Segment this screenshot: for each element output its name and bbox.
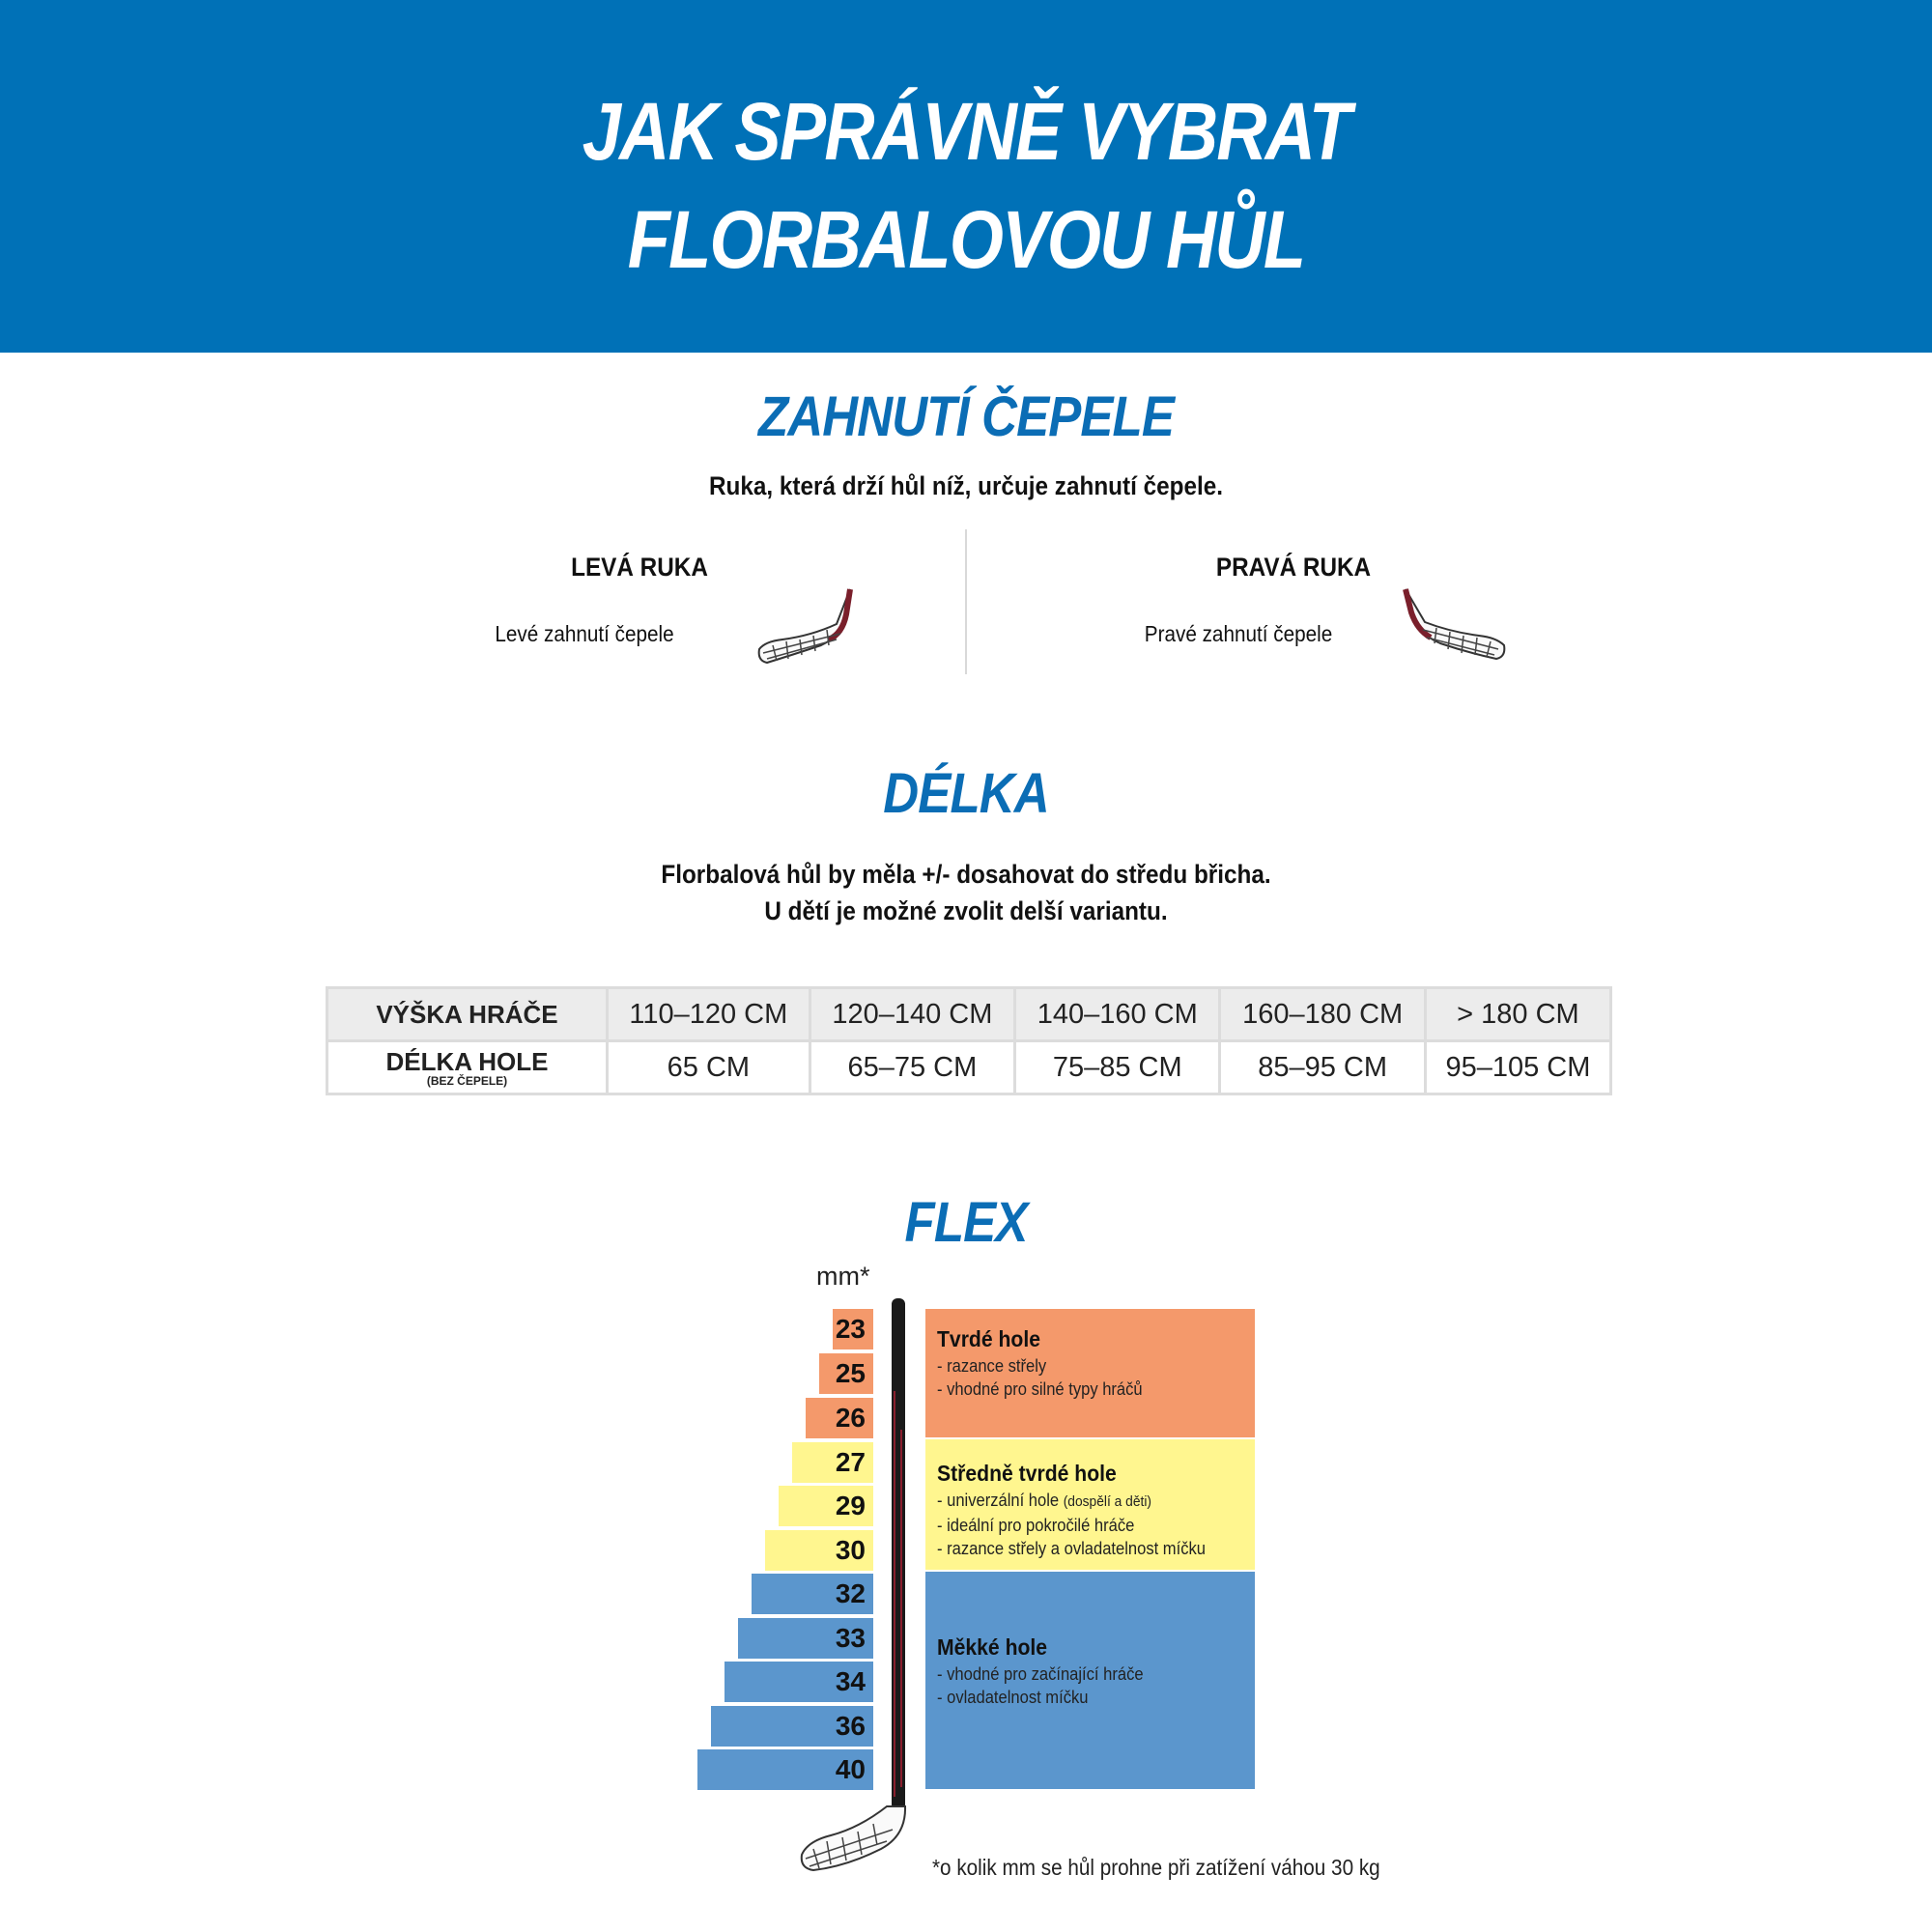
medium-sticks-line <box>937 1489 1219 1514</box>
length-cell: 65–75 CM <box>810 1041 1014 1094</box>
flex-step-25: 25 <box>819 1353 873 1394</box>
title-line-1: JAK SPRÁVNĚ VYBRAT <box>582 86 1350 177</box>
title-line-2: FLORBALOVOU HŮL <box>627 194 1305 285</box>
height-cell: 140–160 CM <box>1015 988 1220 1041</box>
left-hand-title: LEVÁ RUKA <box>571 553 708 582</box>
length-row-label <box>327 1041 608 1094</box>
length-row <box>327 1041 1611 1094</box>
medium-line-1-note: (dospělí a děti) <box>1063 1493 1152 1510</box>
hard-sticks-title: Tvrdé hole <box>937 1326 1041 1351</box>
right-hand-title: PRAVÁ RUKA <box>1215 553 1372 582</box>
flex-footnote: *o kolik mm se hůl prohne při zatížení váhou 30 kg <box>932 1855 1380 1880</box>
page-title <box>135 77 1797 294</box>
length-cell: 75–85 CM <box>1015 1041 1220 1094</box>
medium-sticks-title: Středně tvrdé hole <box>937 1461 1117 1486</box>
height-row-label: VÝŠKA HRÁČE <box>327 988 608 1041</box>
header-banner <box>0 0 1932 353</box>
length-subtitle-2: U dětí je možné zvolit delší variantu. <box>764 896 1168 925</box>
length-cell: 65 CM <box>608 1041 810 1094</box>
flex-step-27: 27 <box>792 1442 873 1483</box>
flex-step-26: 26 <box>806 1398 873 1438</box>
soft-sticks-line: - vhodné pro začínající hráče <box>937 1664 1144 1684</box>
flex-step-29: 29 <box>779 1486 873 1526</box>
flex-step-30: 30 <box>765 1530 873 1571</box>
curve-section-title: ZAHNUTÍ ČEPELE <box>757 385 1175 448</box>
length-section-title: DÉLKA <box>883 762 1049 825</box>
medium-sticks-box <box>925 1439 1255 1570</box>
height-cell: 160–180 CM <box>1220 988 1425 1041</box>
length-subtitle-1: Florbalová hůl by měla +/- dosahovat do středu břicha. <box>661 860 1271 889</box>
soft-sticks-line: - ovladatelnost míčku <box>937 1688 1089 1707</box>
flex-step-40: 40 <box>697 1749 873 1790</box>
hard-sticks-box <box>925 1309 1255 1437</box>
flex-unit-label: mm* <box>816 1262 870 1291</box>
soft-sticks-box <box>925 1572 1255 1789</box>
length-cell: 95–105 CM <box>1425 1041 1610 1094</box>
hard-sticks-line: - razance střely <box>937 1356 1047 1376</box>
length-cell: 85–95 CM <box>1220 1041 1425 1094</box>
flex-section-title: FLEX <box>904 1191 1028 1254</box>
curve-subtitle: Ruka, která drží hůl níž, určuje zahnutí čepele. <box>708 471 1224 500</box>
hand-divider <box>965 529 967 674</box>
right-blade-icon <box>1396 585 1512 674</box>
height-cell: 110–120 CM <box>608 988 810 1041</box>
left-blade-icon <box>753 585 869 674</box>
soft-sticks-title: Měkké hole <box>937 1634 1048 1660</box>
medium-sticks-line: - ideální pro pokročilé hráče <box>937 1516 1135 1535</box>
right-hand-text: Pravé zahnutí čepele <box>1144 621 1333 646</box>
medium-sticks-line: - razance střely a ovladatelnost míčku <box>937 1539 1206 1558</box>
flex-step-36: 36 <box>711 1706 873 1747</box>
flex-step-32: 32 <box>752 1574 873 1614</box>
flex-step-33: 33 <box>738 1618 873 1659</box>
floorball-stick-icon <box>792 1294 937 1893</box>
flex-step-23: 23 <box>833 1309 873 1350</box>
hard-sticks-line: - vhodné pro silné typy hráčů <box>937 1379 1143 1399</box>
left-hand-text: Levé zahnutí čepele <box>495 621 674 646</box>
flex-step-34: 34 <box>724 1662 873 1702</box>
length-row-label-main: DÉLKA HOLE <box>385 1047 549 1076</box>
length-row-label-note: (BEZ ČEPELE) <box>426 1074 508 1088</box>
length-table <box>326 986 1612 1095</box>
height-cell: > 180 CM <box>1425 988 1610 1041</box>
height-row <box>327 988 1611 1041</box>
height-cell: 120–140 CM <box>810 988 1014 1041</box>
medium-line-1-text: - univerzální hole <box>937 1491 1064 1510</box>
